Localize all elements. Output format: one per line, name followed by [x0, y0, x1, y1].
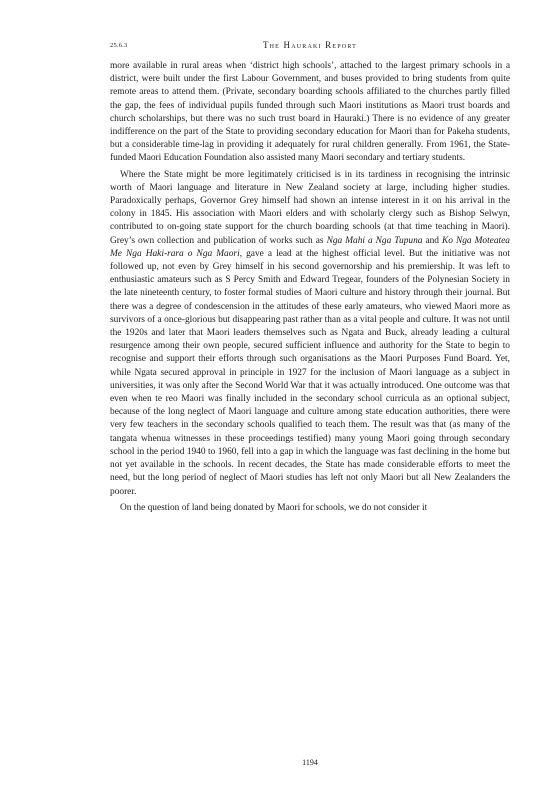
body-text [110, 60, 510, 515]
paragraph-2-text-a: Where the State might be more legitimately criticised is in its tardiness in recognising the intrinsic worth of Maori language and literature in New Zealand society at large, including higher studies. Paradoxically perhaps, Governor Grey himself had shown an intense interest in it on his arrival in the colony in 1845. His association with Maori elders and with scholarly clergy such as Bishop Selwyn, contributed to on-going state support for the church boarding schools (at that time teaching in Maori). Grey’s own collection and publication of works such as [110, 169, 510, 246]
page-header [110, 40, 510, 54]
paragraph-2-text-c: , gave a lead at the highest official level. But the initiative was not followed up, not even by Grey himself in his second governorship and his premiership. It was left to enthusiastic amateurs such as S Percy Smith and Edward Tregear, founders of the Polynesian Society in the late nineteenth century, to foster formal studies of Maori culture and history through their journal. But there was a degree of condescension in the attitudes of these early amateurs, who viewed Maori more as survivors of a once-glorious but disappearing past rather than as a vital people and culture. It was not until the 1920s and later that Maori leaders themselves such as Ngata and Buck, already leading a cultural resurgence among their own people, secured sufficient influence and authority for the State to begin to recognise and support their efforts through such organisations as the Maori Purposes Fund Board. Yet, while Ngata secured approval in principle in 1927 for the inclusion of Maori language as a subject in universities, it was only after the Second World War that it was actually introduced. One outcome was that even when te reo Maori was finally included in the secondary school curricula as an optional subject, because of the long neglect of Maori language and culture among state education authorities, there were very few teachers in the secondary schools qualified to teach them. The result was that (as many of the tangata whenua witnesses in these proceedings testified) many young Maori going through secondary school in the period 1940 to 1960, fell into a gap in which the language was fast declining in the home but not yet available in the schools. In recent decades, the State has made considerable efforts to meet the need, but the long period of neglect of Maori studies has left not only Maori but all New Zealanders the poorer. [110, 248, 510, 497]
paragraph-3: On the question of land being donated by Maori for schools, we do not consider it [120, 502, 428, 513]
paragraph-2-text-b: and [422, 235, 442, 246]
book-title-ko-nga-moteatea: Ko Nga Moteatea Me Nga Haki-rara o Nga Maori [110, 235, 510, 259]
section-number: 25.6.3 [110, 42, 128, 49]
page-number: 1194 [302, 758, 318, 767]
paragraph-1: more available in rural areas when ‘district high schools’, attached to the largest primary schools in a district, were built under the first Labour Government, and buses provided to bring students from quite remote areas to attend them. (Private, secondary boarding schools affiliated to the churches partly filled the gap, the fees of individual pupils funded through such Maori institutions as Maori trust boards and church scholarships, but there was no such trust board in Hauraki.) There is no evidence of any greater indifference on the part of the State to providing secondary education for Maori than for Pakeha students, but a considerable time-lag in providing it adequately for rural children generally. From 1961, the State-funded Maori Education Foundation also assisted many Maori secondary and tertiary students. [110, 61, 510, 164]
book-title-nga-mahi: Nga Mahi a Nga Tupuna [326, 235, 423, 246]
running-title: The Hauraki Report [262, 40, 358, 50]
paragraph-2 [110, 169, 510, 499]
